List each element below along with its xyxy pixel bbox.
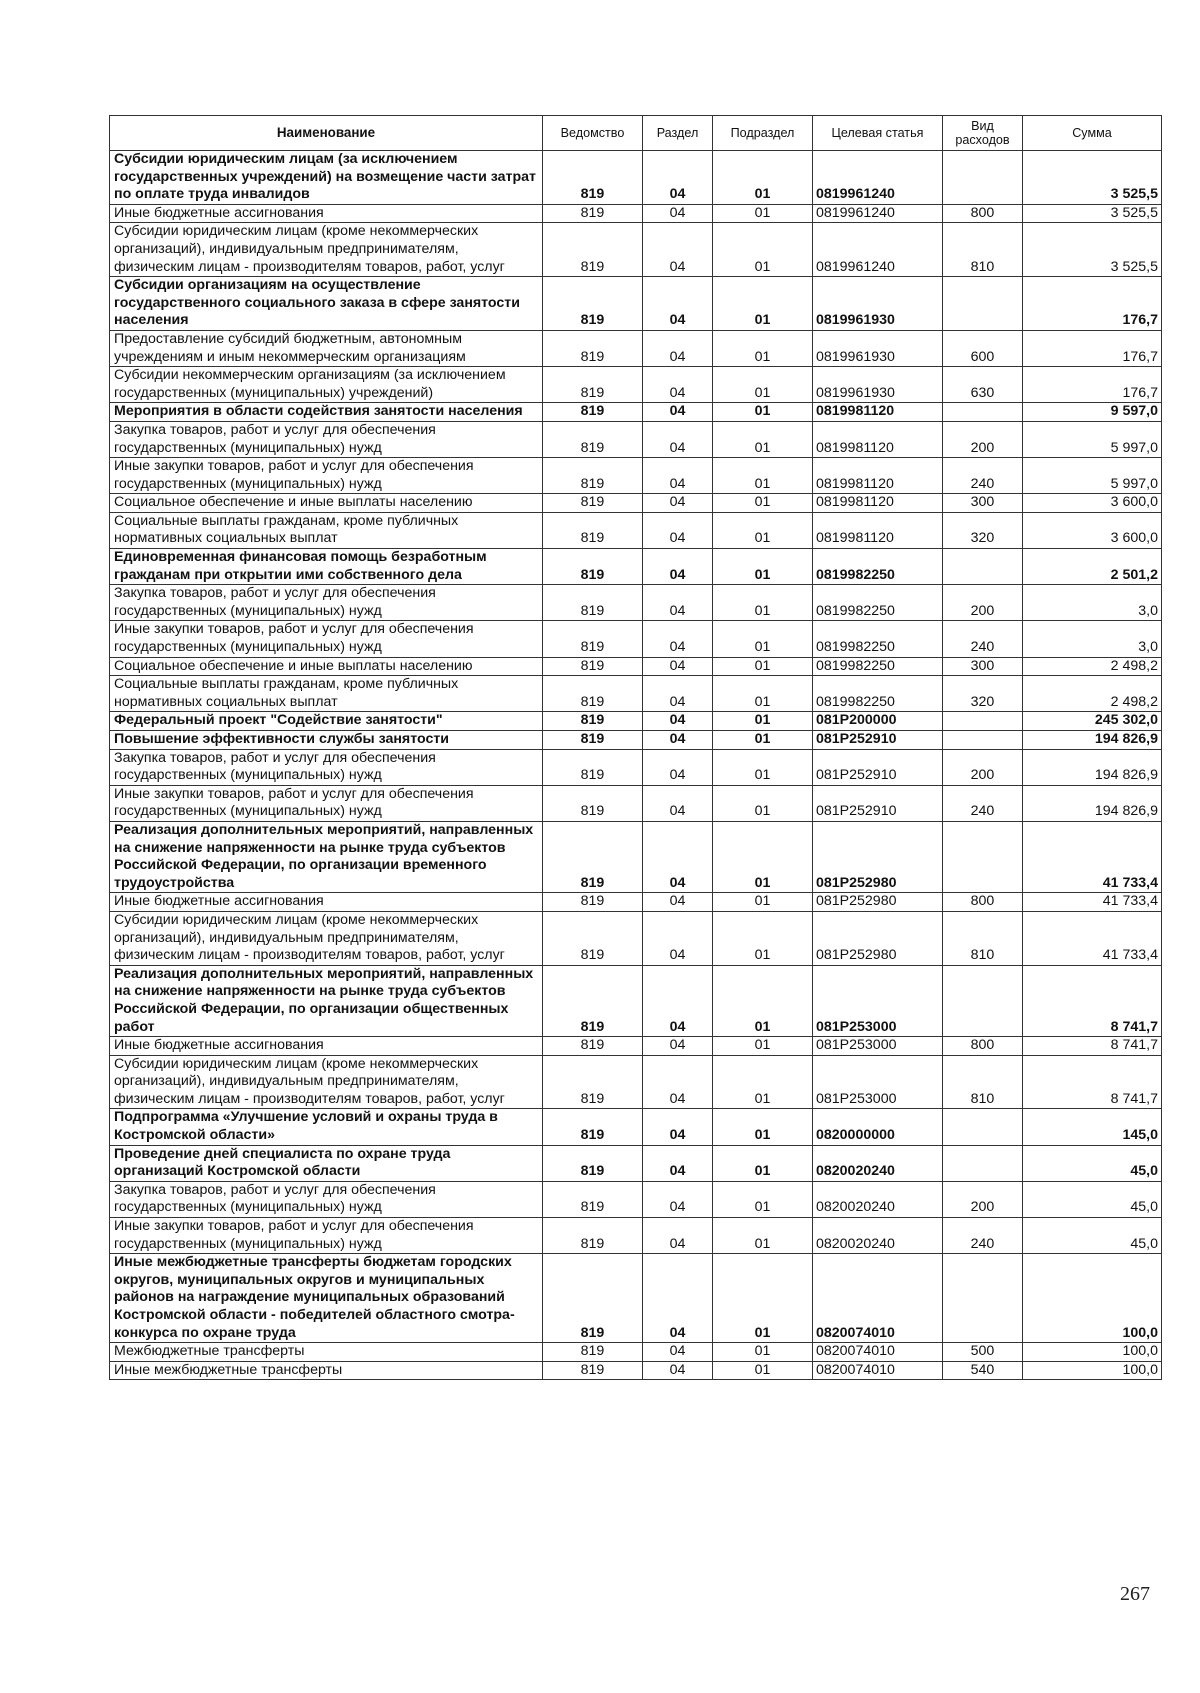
cell-subsection: 01: [713, 731, 813, 750]
cell-amount: 3 600,0: [1023, 494, 1162, 513]
cell-dept: 819: [543, 1109, 643, 1145]
cell-name: Субсидии юридическим лицам (кроме некоммерческих организаций), индивидуальным предпринимателям, физическим лицам - производителям товаров, работ, услуг: [110, 911, 543, 965]
cell-section: 04: [643, 1181, 713, 1217]
cell-name: Подпрограмма «Улучшение условий и охраны труда в Костромской области»: [110, 1109, 543, 1145]
table-row: [110, 151, 1162, 205]
table-row: [110, 965, 1162, 1036]
cell-dept: 819: [543, 421, 643, 457]
cell-target: 0819961930: [813, 330, 943, 366]
cell-exp-type: [943, 1254, 1023, 1343]
cell-target: 0820020240: [813, 1145, 943, 1181]
cell-subsection: 01: [713, 1343, 813, 1362]
cell-section: 04: [643, 785, 713, 821]
cell-name: Социальное обеспечение и иные выплаты населению: [110, 494, 543, 513]
cell-amount: 9 597,0: [1023, 403, 1162, 422]
cell-amount: 176,7: [1023, 277, 1162, 331]
cell-amount: 8 741,7: [1023, 965, 1162, 1036]
cell-subsection: 01: [713, 785, 813, 821]
cell-section: 04: [643, 821, 713, 892]
cell-dept: 819: [543, 1254, 643, 1343]
cell-target: 081P253000: [813, 965, 943, 1036]
cell-name: Иные бюджетные ассигнования: [110, 1037, 543, 1056]
cell-subsection: 01: [713, 911, 813, 965]
header-name: Наименование: [110, 116, 543, 151]
cell-exp-type: 500: [943, 1343, 1023, 1362]
cell-section: 04: [643, 421, 713, 457]
page-number: 267: [1120, 1583, 1150, 1605]
header-subsection: Подраздел: [713, 116, 813, 151]
table-row: [110, 330, 1162, 366]
cell-amount: 176,7: [1023, 330, 1162, 366]
cell-target: 0819982250: [813, 657, 943, 676]
cell-dept: 819: [543, 676, 643, 712]
cell-exp-type: 200: [943, 421, 1023, 457]
cell-dept: 819: [543, 1055, 643, 1109]
cell-exp-type: 810: [943, 1055, 1023, 1109]
cell-subsection: 01: [713, 277, 813, 331]
cell-amount: 100,0: [1023, 1361, 1162, 1380]
cell-exp-type: 600: [943, 330, 1023, 366]
cell-amount: 2 501,2: [1023, 549, 1162, 585]
cell-name: Субсидии юридическим лицам (кроме некоммерческих организаций), индивидуальным предпринимателям, физическим лицам - производителям товаров, работ, услуг: [110, 223, 543, 277]
table-row: [110, 749, 1162, 785]
table-header-row: [110, 116, 1162, 151]
cell-target: 0820074010: [813, 1254, 943, 1343]
cell-subsection: 01: [713, 223, 813, 277]
cell-subsection: 01: [713, 621, 813, 657]
cell-dept: 819: [543, 1037, 643, 1056]
table-row: [110, 621, 1162, 657]
header-dept: Ведомство: [543, 116, 643, 151]
cell-amount: 100,0: [1023, 1343, 1162, 1362]
cell-dept: 819: [543, 621, 643, 657]
cell-subsection: 01: [713, 1055, 813, 1109]
cell-dept: 819: [543, 1361, 643, 1380]
cell-exp-type: 800: [943, 204, 1023, 223]
cell-name: Иные межбюджетные трансферты: [110, 1361, 543, 1380]
table-row: [110, 549, 1162, 585]
cell-exp-type: 300: [943, 657, 1023, 676]
cell-amount: 3 600,0: [1023, 512, 1162, 548]
cell-name: Предоставление субсидий бюджетным, автономным учреждениям и иным некоммерческим организациям: [110, 330, 543, 366]
table-row: [110, 421, 1162, 457]
cell-section: 04: [643, 512, 713, 548]
cell-section: 04: [643, 1361, 713, 1380]
cell-dept: 819: [543, 911, 643, 965]
cell-exp-type: 200: [943, 1181, 1023, 1217]
table-row: [110, 712, 1162, 731]
cell-name: Субсидии юридическим лицам (за исключением государственных учреждений) на возмещение части затрат по оплате труда инвалидов: [110, 151, 543, 205]
cell-exp-type: [943, 549, 1023, 585]
cell-amount: 5 997,0: [1023, 458, 1162, 494]
cell-exp-type: [943, 403, 1023, 422]
cell-name: Социальные выплаты гражданам, кроме публичных нормативных социальных выплат: [110, 512, 543, 548]
cell-amount: 45,0: [1023, 1181, 1162, 1217]
cell-exp-type: 240: [943, 458, 1023, 494]
cell-section: 04: [643, 621, 713, 657]
cell-subsection: 01: [713, 821, 813, 892]
cell-name: Иные межбюджетные трансферты бюджетам городских округов, муниципальных округов и муниципальных районов на награждение муниципальных образований Костромской области - победителей областного смотра-конкурса по охране труда: [110, 1254, 543, 1343]
cell-target: 0819961240: [813, 204, 943, 223]
cell-amount: 41 733,4: [1023, 911, 1162, 965]
cell-exp-type: [943, 277, 1023, 331]
cell-amount: 194 826,9: [1023, 731, 1162, 750]
table-body: [110, 151, 1162, 1380]
cell-dept: 819: [543, 403, 643, 422]
cell-target: 0819982250: [813, 585, 943, 621]
cell-section: 04: [643, 1254, 713, 1343]
cell-section: 04: [643, 549, 713, 585]
cell-exp-type: 800: [943, 1037, 1023, 1056]
cell-section: 04: [643, 403, 713, 422]
cell-target: 0819961240: [813, 151, 943, 205]
cell-subsection: 01: [713, 151, 813, 205]
cell-section: 04: [643, 458, 713, 494]
table-row: [110, 494, 1162, 513]
cell-target: 081P252910: [813, 749, 943, 785]
table-row: [110, 676, 1162, 712]
cell-exp-type: 810: [943, 223, 1023, 277]
cell-target: 081P200000: [813, 712, 943, 731]
header-exp-type: Вид расходов: [943, 116, 1023, 151]
cell-target: 0819981120: [813, 458, 943, 494]
table-row: [110, 911, 1162, 965]
cell-subsection: 01: [713, 512, 813, 548]
cell-target: 0819961930: [813, 277, 943, 331]
cell-subsection: 01: [713, 1109, 813, 1145]
cell-subsection: 01: [713, 1218, 813, 1254]
cell-name: Федеральный проект "Содействие занятости": [110, 712, 543, 731]
cell-dept: 819: [543, 223, 643, 277]
cell-name: Субсидии организациям на осуществление государственного социального заказа в сфере занятости населения: [110, 277, 543, 331]
table-row: [110, 367, 1162, 403]
cell-exp-type: 200: [943, 585, 1023, 621]
cell-dept: 819: [543, 1218, 643, 1254]
cell-section: 04: [643, 1055, 713, 1109]
cell-dept: 819: [543, 965, 643, 1036]
table-row: [110, 1181, 1162, 1217]
cell-exp-type: [943, 965, 1023, 1036]
cell-target: 0819982250: [813, 676, 943, 712]
cell-target: 0819961240: [813, 223, 943, 277]
cell-exp-type: 800: [943, 893, 1023, 912]
cell-name: Иные закупки товаров, работ и услуг для обеспечения государственных (муниципальных) нужд: [110, 458, 543, 494]
cell-dept: 819: [543, 204, 643, 223]
cell-target: 0819982250: [813, 621, 943, 657]
cell-subsection: 01: [713, 330, 813, 366]
cell-dept: 819: [543, 458, 643, 494]
cell-amount: 3,0: [1023, 585, 1162, 621]
cell-subsection: 01: [713, 1037, 813, 1056]
cell-exp-type: [943, 1109, 1023, 1145]
cell-name: Закупка товаров, работ и услуг для обеспечения государственных (муниципальных) нужд: [110, 421, 543, 457]
cell-section: 04: [643, 585, 713, 621]
cell-section: 04: [643, 223, 713, 277]
cell-name: Мероприятия в области содействия занятости населения: [110, 403, 543, 422]
cell-target: 0820020240: [813, 1181, 943, 1217]
cell-section: 04: [643, 965, 713, 1036]
cell-subsection: 01: [713, 458, 813, 494]
cell-target: 0819981120: [813, 494, 943, 513]
cell-name: Проведение дней специалиста по охране труда организаций Костромской области: [110, 1145, 543, 1181]
table-row: [110, 1055, 1162, 1109]
cell-amount: 3 525,5: [1023, 151, 1162, 205]
cell-section: 04: [643, 749, 713, 785]
cell-section: 04: [643, 330, 713, 366]
cell-section: 04: [643, 1109, 713, 1145]
cell-amount: 2 498,2: [1023, 676, 1162, 712]
cell-dept: 819: [543, 277, 643, 331]
cell-amount: 41 733,4: [1023, 821, 1162, 892]
cell-exp-type: 200: [943, 749, 1023, 785]
cell-name: Субсидии некоммерческим организациям (за исключением государственных (муниципальных) учреждений): [110, 367, 543, 403]
cell-target: 0820000000: [813, 1109, 943, 1145]
cell-dept: 819: [543, 731, 643, 750]
cell-subsection: 01: [713, 367, 813, 403]
table-row: [110, 223, 1162, 277]
cell-dept: 819: [543, 749, 643, 785]
cell-target: 081P252910: [813, 785, 943, 821]
table-row: [110, 1254, 1162, 1343]
cell-name: Межбюджетные трансферты: [110, 1343, 543, 1362]
cell-subsection: 01: [713, 1181, 813, 1217]
cell-target: 0819982250: [813, 549, 943, 585]
cell-dept: 819: [543, 585, 643, 621]
cell-subsection: 01: [713, 585, 813, 621]
table-row: [110, 731, 1162, 750]
cell-name: Закупка товаров, работ и услуг для обеспечения государственных (муниципальных) нужд: [110, 585, 543, 621]
table-row: [110, 277, 1162, 331]
cell-amount: 145,0: [1023, 1109, 1162, 1145]
cell-amount: 194 826,9: [1023, 785, 1162, 821]
cell-amount: 41 733,4: [1023, 893, 1162, 912]
cell-name: Иные бюджетные ассигнования: [110, 893, 543, 912]
budget-table: [109, 115, 1162, 1380]
cell-amount: 3 525,5: [1023, 204, 1162, 223]
cell-dept: 819: [543, 512, 643, 548]
cell-target: 0820074010: [813, 1361, 943, 1380]
cell-exp-type: [943, 151, 1023, 205]
cell-name: Иные бюджетные ассигнования: [110, 204, 543, 223]
cell-subsection: 01: [713, 893, 813, 912]
cell-target: 0819981120: [813, 512, 943, 548]
cell-amount: 3 525,5: [1023, 223, 1162, 277]
cell-amount: 194 826,9: [1023, 749, 1162, 785]
cell-exp-type: 240: [943, 621, 1023, 657]
header-section: Раздел: [643, 116, 713, 151]
cell-name: Закупка товаров, работ и услуг для обеспечения государственных (муниципальных) нужд: [110, 1181, 543, 1217]
cell-subsection: 01: [713, 965, 813, 1036]
cell-subsection: 01: [713, 712, 813, 731]
cell-amount: 245 302,0: [1023, 712, 1162, 731]
cell-section: 04: [643, 893, 713, 912]
table-row: [110, 512, 1162, 548]
table-row: [110, 657, 1162, 676]
cell-target: 081P253000: [813, 1055, 943, 1109]
cell-dept: 819: [543, 785, 643, 821]
cell-exp-type: 300: [943, 494, 1023, 513]
cell-target: 081P252980: [813, 911, 943, 965]
cell-subsection: 01: [713, 657, 813, 676]
cell-dept: 819: [543, 330, 643, 366]
cell-subsection: 01: [713, 1145, 813, 1181]
cell-dept: 819: [543, 657, 643, 676]
cell-amount: 2 498,2: [1023, 657, 1162, 676]
cell-name: Реализация дополнительных мероприятий, направленных на снижение напряженности на рынке труда субъектов Российской Федерации, по организации временного трудоустройства: [110, 821, 543, 892]
cell-target: 0819961930: [813, 367, 943, 403]
cell-dept: 819: [543, 1181, 643, 1217]
cell-section: 04: [643, 204, 713, 223]
cell-exp-type: [943, 1145, 1023, 1181]
cell-target: 0820020240: [813, 1218, 943, 1254]
cell-amount: 3,0: [1023, 621, 1162, 657]
cell-name: Единовременная финансовая помощь безработным гражданам при открытии ими собственного дела: [110, 549, 543, 585]
cell-section: 04: [643, 657, 713, 676]
cell-subsection: 01: [713, 749, 813, 785]
table-row: [110, 403, 1162, 422]
table-row: [110, 204, 1162, 223]
cell-name: Повышение эффективности службы занятости: [110, 731, 543, 750]
cell-section: 04: [643, 151, 713, 205]
cell-section: 04: [643, 731, 713, 750]
table-row: [110, 893, 1162, 912]
cell-section: 04: [643, 1343, 713, 1362]
cell-amount: 45,0: [1023, 1218, 1162, 1254]
cell-target: 081P252910: [813, 731, 943, 750]
table-row: [110, 1037, 1162, 1056]
cell-amount: 5 997,0: [1023, 421, 1162, 457]
cell-subsection: 01: [713, 1361, 813, 1380]
cell-section: 04: [643, 1218, 713, 1254]
header-target: Целевая статья: [813, 116, 943, 151]
table-row: [110, 1145, 1162, 1181]
cell-amount: 8 741,7: [1023, 1037, 1162, 1056]
cell-dept: 819: [543, 367, 643, 403]
cell-section: 04: [643, 494, 713, 513]
table-row: [110, 458, 1162, 494]
cell-section: 04: [643, 712, 713, 731]
cell-dept: 819: [543, 821, 643, 892]
cell-dept: 819: [543, 549, 643, 585]
cell-subsection: 01: [713, 403, 813, 422]
cell-target: 081P252980: [813, 821, 943, 892]
cell-target: 0819981120: [813, 421, 943, 457]
cell-section: 04: [643, 676, 713, 712]
table-row: [110, 1218, 1162, 1254]
cell-name: Иные закупки товаров, работ и услуг для обеспечения государственных (муниципальных) нужд: [110, 621, 543, 657]
table-row: [110, 821, 1162, 892]
cell-name: Субсидии юридическим лицам (кроме некоммерческих организаций), индивидуальным предпринимателям, физическим лицам - производителям товаров, работ, услуг: [110, 1055, 543, 1109]
cell-dept: 819: [543, 1145, 643, 1181]
cell-dept: 819: [543, 1343, 643, 1362]
cell-section: 04: [643, 367, 713, 403]
cell-target: 0819981120: [813, 403, 943, 422]
cell-section: 04: [643, 277, 713, 331]
cell-section: 04: [643, 1037, 713, 1056]
cell-exp-type: 810: [943, 911, 1023, 965]
cell-amount: 8 741,7: [1023, 1055, 1162, 1109]
cell-subsection: 01: [713, 204, 813, 223]
header-amount: Сумма: [1023, 116, 1162, 151]
cell-subsection: 01: [713, 549, 813, 585]
cell-target: 081P252980: [813, 893, 943, 912]
cell-exp-type: 630: [943, 367, 1023, 403]
cell-exp-type: 320: [943, 512, 1023, 548]
table-row: [110, 1109, 1162, 1145]
cell-name: Иные закупки товаров, работ и услуг для обеспечения государственных (муниципальных) нужд: [110, 1218, 543, 1254]
table-row: [110, 785, 1162, 821]
cell-exp-type: 320: [943, 676, 1023, 712]
cell-exp-type: 240: [943, 785, 1023, 821]
cell-dept: 819: [543, 494, 643, 513]
cell-exp-type: [943, 712, 1023, 731]
cell-subsection: 01: [713, 676, 813, 712]
cell-subsection: 01: [713, 1254, 813, 1343]
cell-name: Социальные выплаты гражданам, кроме публичных нормативных социальных выплат: [110, 676, 543, 712]
cell-subsection: 01: [713, 494, 813, 513]
table-row: [110, 585, 1162, 621]
cell-subsection: 01: [713, 421, 813, 457]
cell-exp-type: [943, 821, 1023, 892]
cell-name: Иные закупки товаров, работ и услуг для обеспечения государственных (муниципальных) нужд: [110, 785, 543, 821]
cell-dept: 819: [543, 712, 643, 731]
cell-amount: 100,0: [1023, 1254, 1162, 1343]
cell-amount: 45,0: [1023, 1145, 1162, 1181]
cell-section: 04: [643, 1145, 713, 1181]
cell-name: Социальное обеспечение и иные выплаты населению: [110, 657, 543, 676]
cell-amount: 176,7: [1023, 367, 1162, 403]
cell-target: 0820074010: [813, 1343, 943, 1362]
cell-exp-type: [943, 731, 1023, 750]
table-row: [110, 1361, 1162, 1380]
cell-exp-type: 240: [943, 1218, 1023, 1254]
cell-exp-type: 540: [943, 1361, 1023, 1380]
cell-section: 04: [643, 911, 713, 965]
table-row: [110, 1343, 1162, 1362]
cell-name: Закупка товаров, работ и услуг для обеспечения государственных (муниципальных) нужд: [110, 749, 543, 785]
cell-name: Реализация дополнительных мероприятий, направленных на снижение напряженности на рынке труда субъектов Российской Федерации, по организации общественных работ: [110, 965, 543, 1036]
cell-target: 081P253000: [813, 1037, 943, 1056]
cell-dept: 819: [543, 893, 643, 912]
cell-dept: 819: [543, 151, 643, 205]
